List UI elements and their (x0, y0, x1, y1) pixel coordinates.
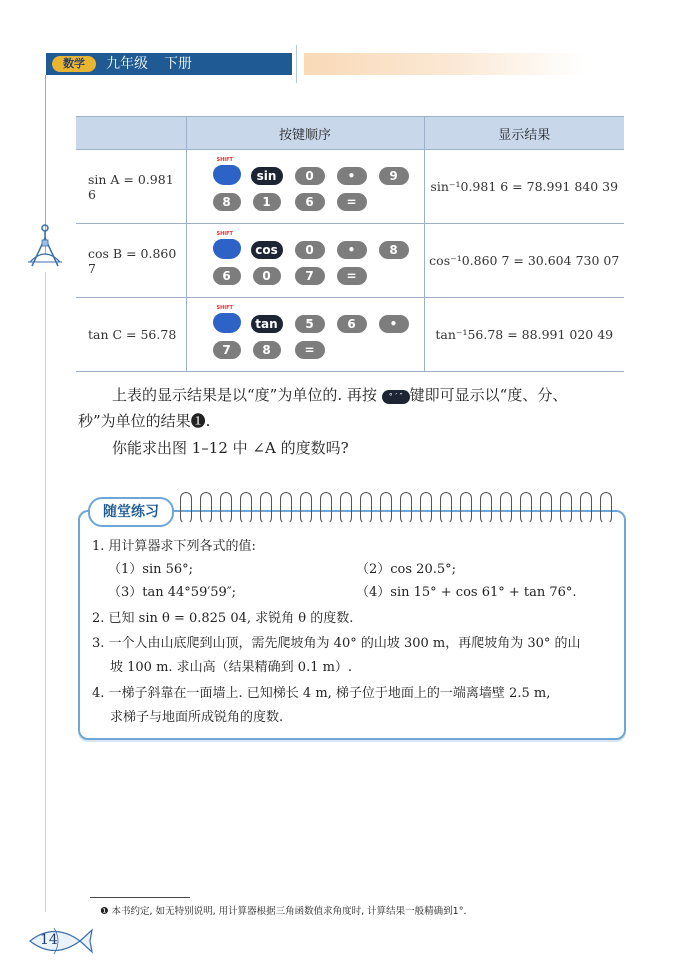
paragraph-2: 你能求出图 1–12 中 ∠A 的度数吗? (112, 439, 349, 457)
header-title (106, 54, 208, 74)
subject-badge: 数学 (52, 56, 96, 72)
question-1: 1. 用计算器求下列各式的值: (92, 539, 256, 554)
shift-label: SHIFT (216, 156, 233, 163)
table-row (76, 298, 624, 372)
shift-label: SHIFT (216, 304, 233, 311)
key: • (337, 241, 367, 259)
volume-label: 下册 (164, 56, 192, 72)
table-header-keys: 按键顺序 (186, 117, 424, 150)
key-sequence-cell (186, 150, 424, 224)
footnote: ❶ 本书约定, 如无特别说明, 用计算器根据三角函数值求角度时, 计算结果一般精确到1°. (100, 906, 467, 917)
table-header-row (76, 117, 624, 150)
key: = (295, 341, 325, 359)
question-1-part-4: （4）sin 15° + cos 61° + tan 76°. (356, 585, 577, 600)
key: 6 (213, 267, 241, 285)
spiral-coil (580, 492, 592, 524)
table-row (76, 224, 624, 298)
spiral-coil (240, 492, 252, 524)
spiral-coil (440, 492, 452, 524)
paragraph-1-continued: 秒”为单位的结果❶. (78, 412, 211, 430)
spiral-coil (380, 492, 392, 524)
spiral-coil (220, 492, 232, 524)
key: 7 (213, 341, 241, 359)
key: = (337, 267, 367, 285)
spiral-coil (420, 492, 432, 524)
paragraph-1-part-b: 键即可显示以“度、分、 (409, 386, 568, 404)
spiral-coil (260, 492, 272, 524)
result-cell: cos⁻¹0.860 7 = 30.604 730 07 (424, 224, 624, 298)
result-cell: tan⁻¹56.78 = 88.991 020 49 (424, 298, 624, 372)
paragraph-1-part-a: 上表的显示结果是以“度”为单位的. 再按 (112, 386, 377, 404)
question-4-line-2: 求梯子与地面所成锐角的度数. (110, 710, 284, 725)
compass-icon (26, 222, 66, 274)
spiral-coil (400, 492, 412, 524)
dms-key-icon: ° ′ ″ (382, 390, 410, 404)
calculator-table (76, 116, 624, 372)
spiral-coil (460, 492, 472, 524)
key: 9 (379, 167, 409, 185)
key-sequence-cell (186, 298, 424, 372)
key: sin (251, 167, 283, 185)
key: 0 (253, 267, 281, 285)
expression-cell: sin A = 0.981 6 (76, 150, 186, 224)
grade-label: 九年级 (106, 56, 148, 72)
spiral-coil (540, 492, 552, 524)
margin-line-lower (45, 272, 46, 912)
question-3-line-2: 坡 100 m. 求山高（结果精确到 0.1 m）. (110, 660, 353, 675)
expression-cell: tan C = 56.78 (76, 298, 186, 372)
question-3-line-1: 3. 一个人由山底爬到山顶，需先爬坡角为 40° 的山坡 300 m，再爬坡角为 30° 的山 (92, 636, 581, 651)
question-4-line-1: 4. 一梯子斜靠在一面墙上. 已知梯长 4 m, 梯子位于地面上的一端离墙壁 2.5 m, (92, 686, 551, 701)
spiral-coil (360, 492, 372, 524)
key: • (379, 315, 409, 333)
shift-key (213, 313, 241, 333)
result-cell: sin⁻¹0.981 6 = 78.991 840 39 (424, 150, 624, 224)
key: = (337, 193, 367, 211)
practice-title: 随堂练习 (88, 497, 174, 527)
key: 7 (295, 267, 325, 285)
spiral-coil (280, 492, 292, 524)
spiral-coil (480, 492, 492, 524)
paragraph-1 (112, 384, 567, 406)
key: 1 (253, 193, 281, 211)
spiral-coil (340, 492, 352, 524)
key: cos (251, 241, 283, 259)
spiral-coil (520, 492, 532, 524)
key: 8 (253, 341, 281, 359)
table-row (76, 150, 624, 224)
fish-icon (24, 922, 96, 960)
table-header-result: 显示结果 (424, 117, 624, 150)
spiral-coil (600, 492, 612, 524)
header-gradient-band (304, 53, 584, 75)
question-1-part-2: （2）cos 20.5°; (356, 562, 457, 577)
key: 8 (379, 241, 409, 259)
table-header-blank (76, 117, 186, 150)
spiral-coil (560, 492, 572, 524)
question-1-part-1: （1）sin 56°; (108, 562, 194, 577)
key: 6 (295, 193, 325, 211)
question-2: 2. 已知 sin θ = 0.825 04, 求锐角 θ 的度数. (92, 611, 354, 626)
shift-key (213, 165, 241, 185)
key: tan (251, 315, 283, 333)
page-number: 14 (40, 932, 58, 948)
shift-key (213, 239, 241, 259)
spiral-coil (500, 492, 512, 524)
spiral-coil (300, 492, 312, 524)
shift-label: SHIFT (216, 230, 233, 237)
key-sequence-cell (186, 224, 424, 298)
header-separator (296, 45, 297, 83)
footnote-rule (90, 897, 190, 898)
key: 6 (337, 315, 367, 333)
expression-cell: cos B = 0.860 7 (76, 224, 186, 298)
key: • (337, 167, 367, 185)
key: 0 (295, 241, 325, 259)
key: 5 (295, 315, 325, 333)
spiral-coil (200, 492, 212, 524)
spiral-coil (180, 492, 192, 524)
spiral-coil (320, 492, 332, 524)
key: 8 (213, 193, 241, 211)
question-1-part-3: （3）tan 44°59′59″; (108, 585, 237, 600)
key: 0 (295, 167, 325, 185)
